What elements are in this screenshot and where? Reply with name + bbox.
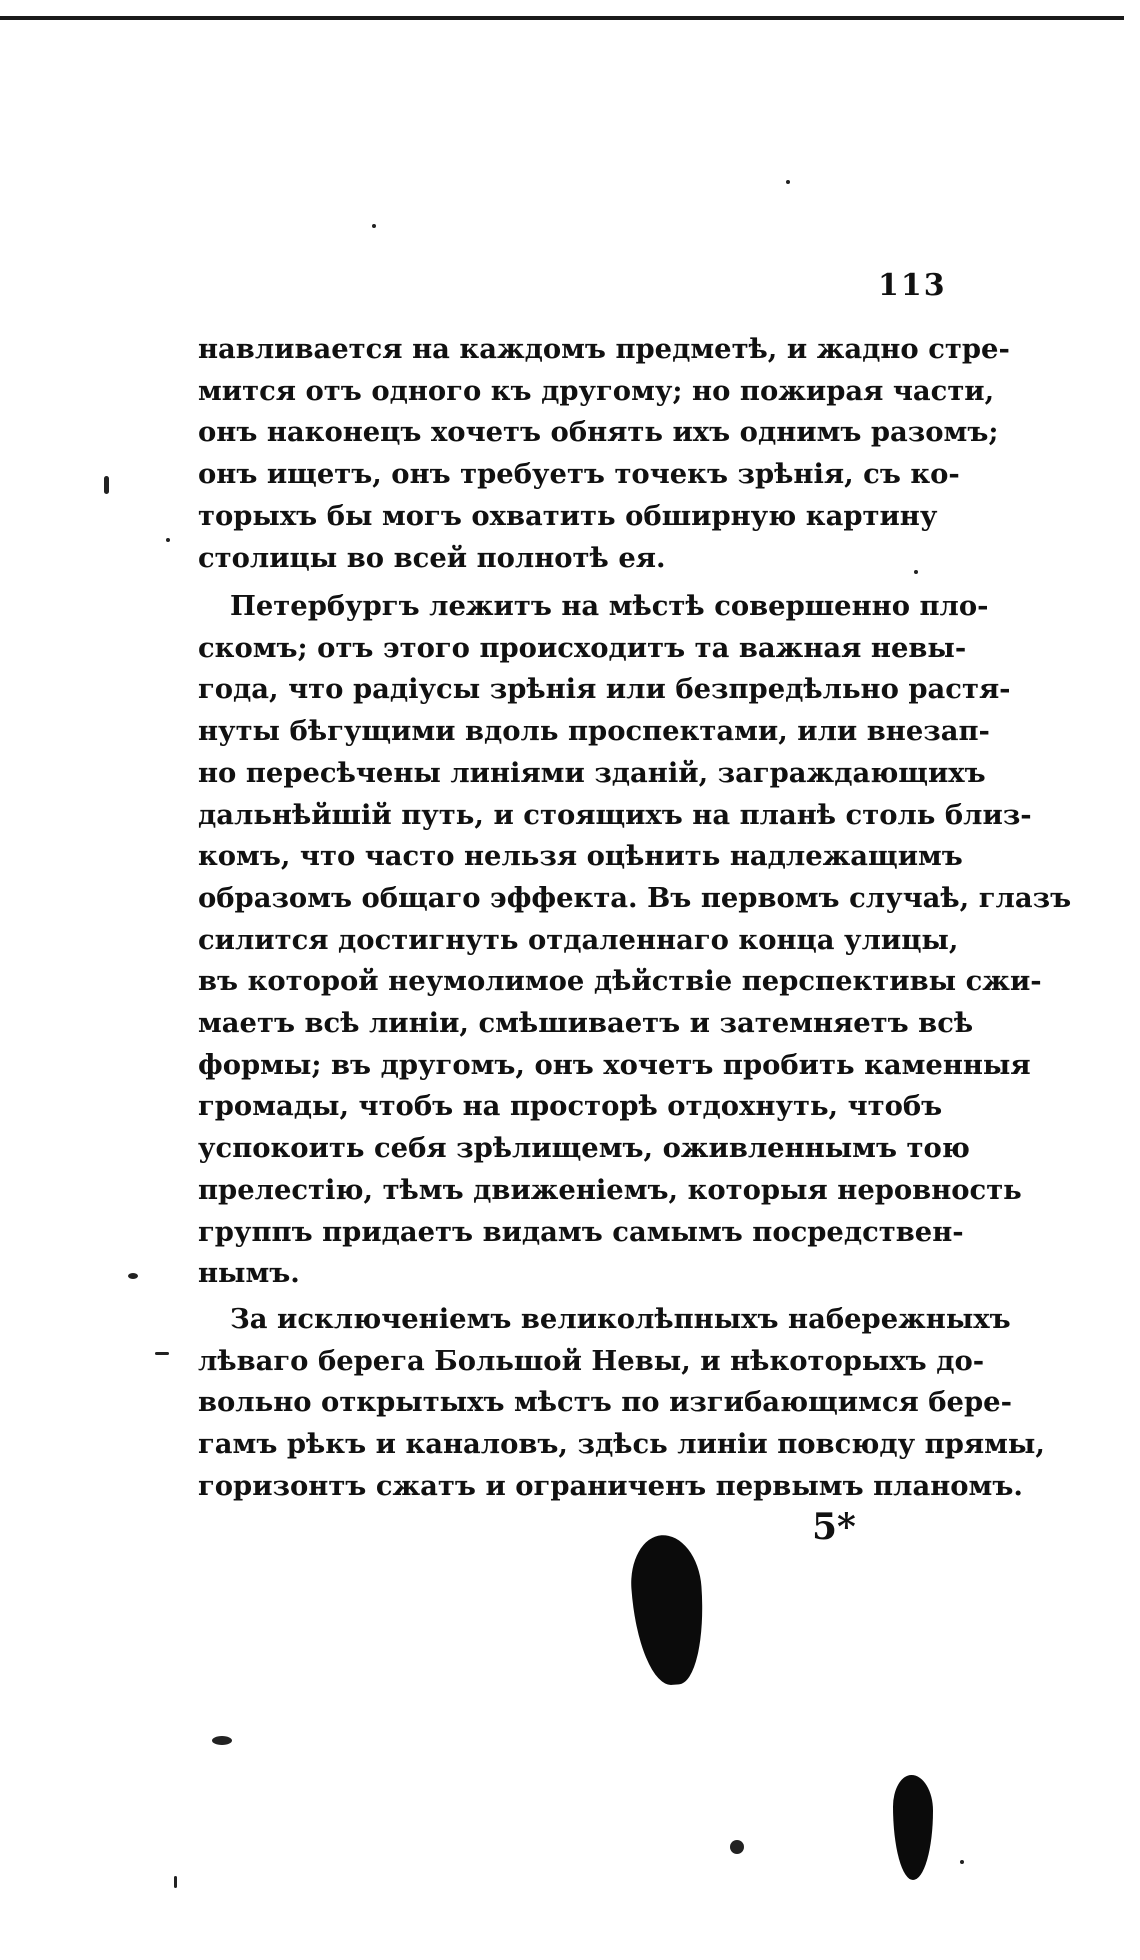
- text-line: формы; въ другомъ, онъ хочетъ пробить каменныя: [198, 1048, 1031, 1081]
- text-line: лѣваго берега Большой Невы, и нѣкоторыхъ до-: [198, 1344, 985, 1377]
- paragraph-1: [198, 329, 1010, 579]
- text-line: мится отъ одного къ другому; но пожирая части,: [198, 374, 995, 407]
- ink-speck: [786, 180, 790, 184]
- text-line: нымъ.: [198, 1257, 300, 1290]
- text-line: нуты бѣгущими вдоль проспектами, или внезап-: [198, 715, 990, 748]
- ink-speck: [960, 1860, 964, 1864]
- ink-speck: [212, 1736, 232, 1745]
- ink-speck: [730, 1840, 744, 1854]
- ink-speck: [372, 224, 376, 228]
- text-line: вольно открытыхъ мѣстъ по изгибающимся бере-: [198, 1386, 1012, 1419]
- text-line: прелестію, тѣмъ движеніемъ, которыя неровность: [198, 1173, 1022, 1206]
- signature-mark: 5*: [812, 1506, 856, 1548]
- text-line: торыхъ бы могъ охватить обширную картину: [198, 499, 938, 532]
- ink-speck: [174, 1876, 177, 1888]
- text-line: громады, чтобъ на просторѣ отдохнуть, чтобъ: [198, 1090, 943, 1123]
- page-number: 113: [878, 268, 947, 303]
- ink-blot: [628, 1533, 708, 1688]
- ink-speck: [128, 1273, 138, 1279]
- text-line: года, что радіусы зрѣнія или безпредѣльно растя-: [198, 673, 1011, 706]
- text-line: въ которой неумолимое дѣйствіе перспективы сжи-: [198, 965, 1042, 998]
- text-line: Петербургъ лежитъ на мѣстѣ совершенно пло-: [230, 590, 989, 622]
- text-line: успокоить себя зрѣлищемъ, оживленнымъ тою: [198, 1132, 970, 1165]
- text-line: онъ ищетъ, онъ требуетъ точекъ зрѣнія, съ ко-: [198, 458, 960, 491]
- text-line: гамъ рѣкъ и каналовъ, здѣсь линіи повсюду прямы,: [198, 1428, 1045, 1461]
- text-line: но пересѣчены линіями зданій, заграждающихъ: [198, 756, 986, 789]
- text-line: скомъ; отъ этого происходитъ та важная невы-: [198, 631, 967, 664]
- text-line: образомъ общаго эффекта. Въ первомъ случаѣ, глазъ: [198, 881, 1072, 914]
- text-line: дальнѣйшій путь, и стоящихъ на планѣ столь близ-: [198, 798, 1032, 831]
- text-line: онъ наконецъ хочетъ обнять ихъ однимъ разомъ;: [198, 416, 999, 449]
- text-line: столицы во всей полнотѣ ея.: [198, 541, 666, 574]
- ink-blot: [893, 1775, 933, 1880]
- paragraph-3: [198, 1299, 1045, 1508]
- text-line: группъ придаетъ видамъ самымъ посредствен-: [198, 1215, 964, 1248]
- text-line: комъ, что часто нельзя оцѣнить надлежащимъ: [198, 840, 963, 873]
- ink-speck: [166, 538, 170, 542]
- text-line: навливается на каждомъ предметѣ, и жадно стре-: [198, 333, 1010, 365]
- ink-speck: [104, 476, 109, 494]
- top-border-rule: [0, 16, 1124, 20]
- text-line: силится достигнуть отдаленнаго конца улицы,: [198, 923, 959, 956]
- ink-speck: [155, 1352, 169, 1355]
- paragraph-2: [198, 586, 1072, 1295]
- text-line: маетъ всѣ линіи, смѣшиваетъ и затемняетъ всѣ: [198, 1007, 974, 1040]
- text-line: За исключеніемъ великолѣпныхъ набережныхъ: [230, 1303, 1011, 1335]
- ink-speck: [914, 570, 918, 574]
- text-line: горизонтъ сжатъ и ограниченъ первымъ планомъ.: [198, 1469, 1023, 1502]
